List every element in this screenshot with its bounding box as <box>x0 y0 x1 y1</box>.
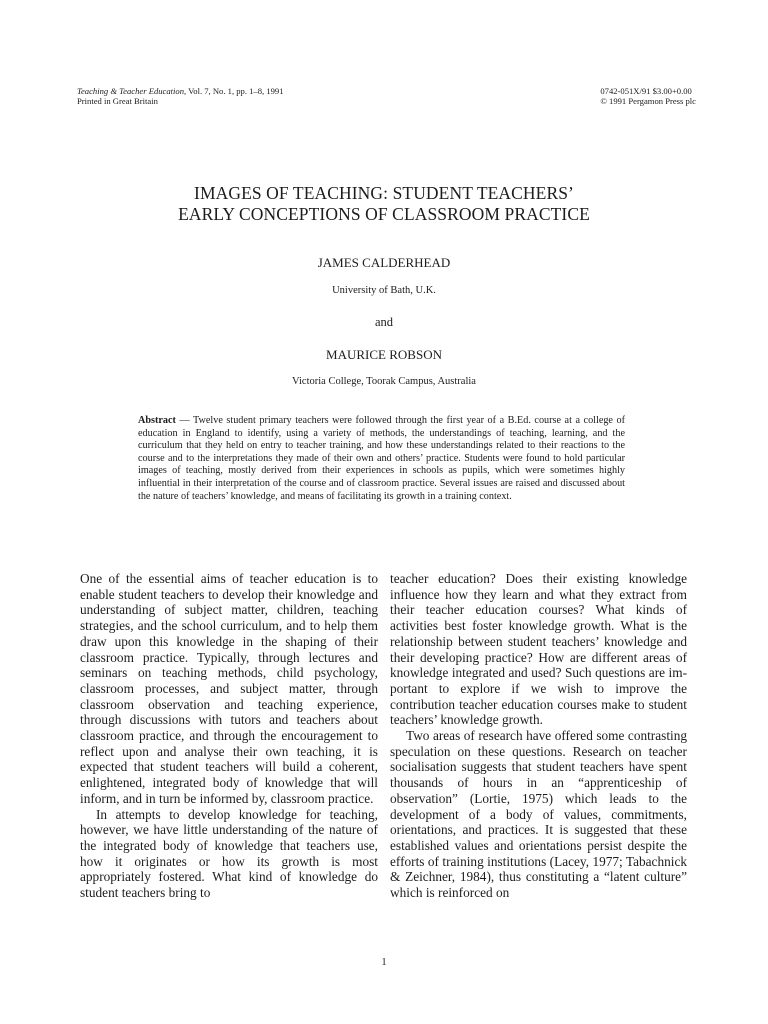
citation-line <box>77 86 284 96</box>
body-paragraph: Two areas of research have offered some contrasting speculation on these questions. Research on teacher socialisation suggests that student teachers have spent thousands of hours in an “apprenticeship of observation” (Lortie, 1975) which leads to the development of a body of values, commitments, orientations, and practices. It is suggested that these established values and orientations persist despite the efforts of training institutions (Lacey, 1977; Tabachnick & Zeichner, 1984), thus constituting a “latent culture” which is reinforced on <box>390 728 687 901</box>
body-paragraph: In attempts to develop knowledge for teaching, however, we have little understanding of the nature of the integrated body of knowledge that teachers use, how it originates or how its growth is most appropriately fostered. What kind of knowledge do student teachers bring to <box>80 806 378 901</box>
journal-citation <box>77 86 284 106</box>
body-paragraph: teacher education? Does their existing knowledge influence how they learn and what they extract from their teacher education courses? What kinds of activities best foster knowledge growth. What is the relationship between student teachers’ knowledge and their developing practice? How are different areas of knowledge integrated and used? Such questions are important to explore if we wish to improve the contribution teacher education courses make to student teachers’ knowledge growth. <box>390 571 687 728</box>
journal-name: Teaching & Teacher Education <box>77 86 185 96</box>
author-affiliation-1: University of Bath, U.K. <box>332 285 436 296</box>
title-line-2: EARLY CONCEPTIONS OF CLASSROOM PRACTICE <box>178 204 590 224</box>
abstract-text: — Twelve student primary teachers were followed through the first year of a B.Ed. course at a college of education in England to identify, using a variety of methods, the understandings of teaching, learning, and the curriculum that they held on entry to teacher training, and how these understandings related to their reactions to the course and to the interpretations they made of their own and others’ practice. Students were found to hold particular images of teaching, mostly derived from their experiences in schools as pupils, which were sometimes highly influential in their interpretation of the course and of classroom practice. Several issues are raised and discussed about the nature of teachers’ knowledge, and means of facilitating its growth in a training context. <box>138 415 625 502</box>
publisher-info <box>600 86 696 106</box>
abstract <box>138 415 625 503</box>
author-name-1: JAMES CALDERHEAD <box>317 255 451 270</box>
page-number: 1 <box>381 957 387 968</box>
title-line-1: IMAGES OF TEACHING: STUDENT TEACHERS’ <box>194 183 574 203</box>
copyright-notice: © 1991 Pergamon Press plc <box>600 96 696 106</box>
body-column-right <box>390 571 687 901</box>
price-code: 0742-051X/91 $3.00+0.00 <box>600 86 692 96</box>
author-conjunction: and <box>374 315 394 329</box>
abstract-label: Abstract <box>138 415 176 426</box>
body-paragraph: One of the essential aims of teacher education is to enable student teachers to develop their knowledge and understanding of subject matter, children, teaching strategies, and the school curriculum, and to help them draw upon this knowledge in the shaping of their classroom practice. Typically, through lectures and seminars on teaching methods, child psychology, classroom processes, and subject matter, through classroom observation and teaching experience, through discussions with tutors and teachers about classroom practice, and through the encouragement to reflect upon and analyse their own teaching, it is expected that student teachers will build a coherent, enlightened, integrated body of knowledge that will inform, and in turn be informed by, classroom practice. <box>80 571 378 806</box>
volume-info: , Vol. 7, No. 1, pp. 1–8, 1991 <box>184 86 284 96</box>
printed-location: Printed in Great Britain <box>77 96 158 106</box>
body-column-left <box>80 571 378 901</box>
article-title <box>0 183 768 225</box>
author-name-2: MAURICE ROBSON <box>326 347 442 362</box>
author-affiliation-2: Victoria College, Toorak Campus, Australia <box>292 376 476 387</box>
